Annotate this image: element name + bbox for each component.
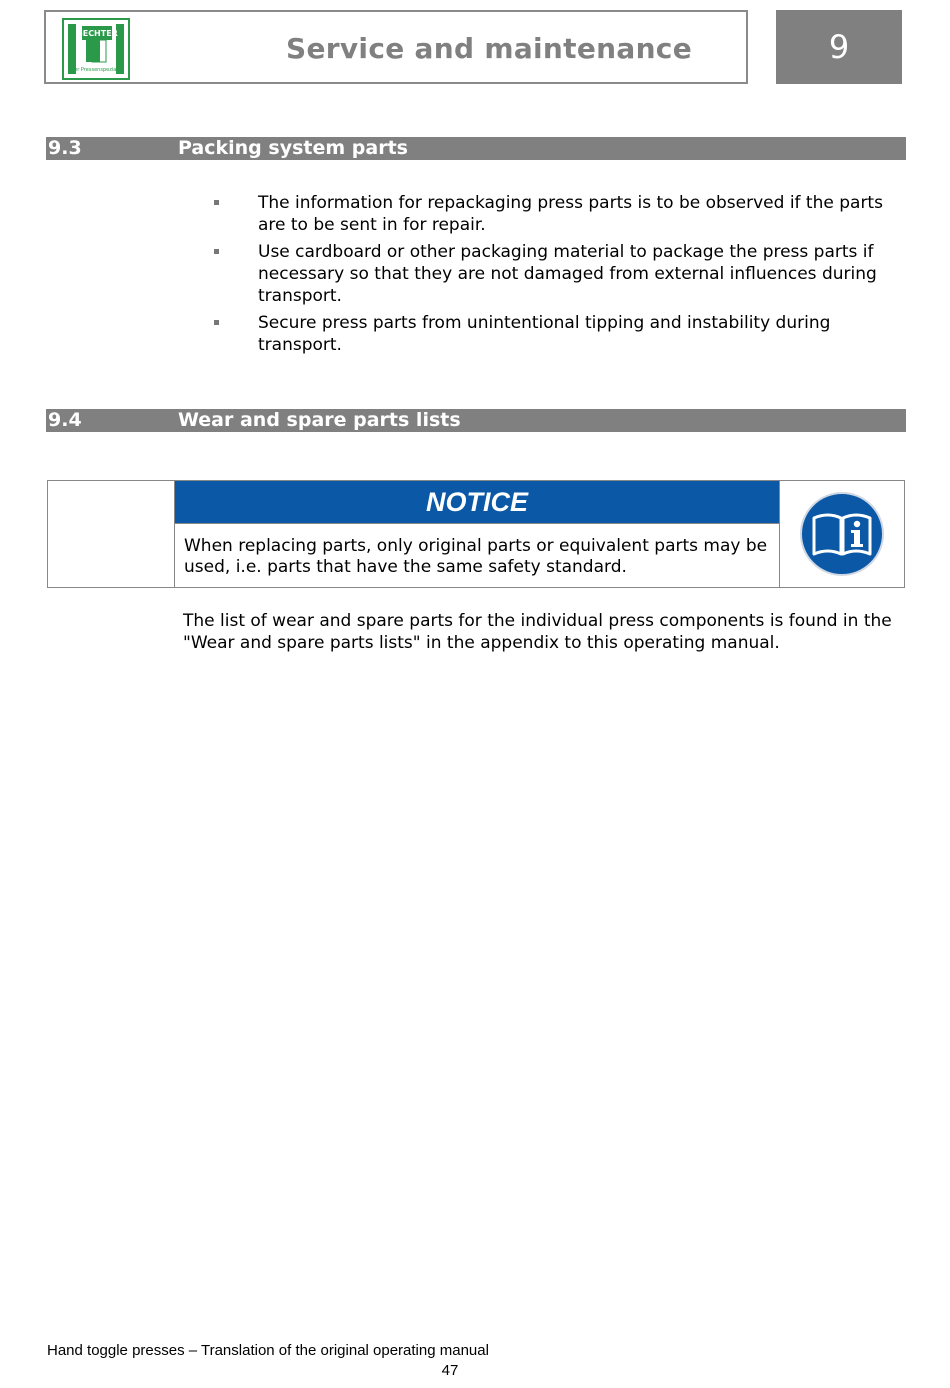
svg-text:GECHTER: GECHTER	[76, 29, 118, 38]
bullet-square-icon	[214, 320, 219, 325]
page-title: Service and maintenance	[286, 32, 692, 65]
section-heading-9-3	[46, 137, 906, 160]
gechter-logo	[62, 18, 132, 80]
body-paragraph: The list of wear and spare parts for the individual press components is found in the "Wear and spare parts lists" in the appendix to this operating manual.	[183, 611, 892, 653]
notice-box	[47, 480, 905, 588]
notice-heading: NOTICE	[175, 481, 779, 523]
section-heading-9-4	[46, 409, 906, 432]
list-item: Use cardboard or other packaging material to package the press parts if necessary so that they are not damaged from external influences during transport.	[212, 241, 902, 307]
notice-icon-cell	[779, 481, 904, 587]
chapter-number: 9	[776, 10, 902, 84]
section-number: 9.3	[48, 137, 82, 159]
list-item: The information for repackaging press parts is to be observed if the parts are to be sent in for repair.	[212, 192, 902, 236]
bullet-square-icon	[214, 249, 219, 254]
section-title: Packing system parts	[178, 137, 408, 159]
page-header	[44, 10, 748, 84]
bullet-square-icon	[214, 200, 219, 205]
notice-text: When replacing parts, only original parts or equivalent parts may be used, i.e. parts that have the same safety standard.	[175, 523, 779, 587]
notice-left-cell	[48, 481, 175, 587]
page-number: 47	[441, 1362, 459, 1379]
read-manual-icon	[800, 492, 884, 576]
list-item: Secure press parts from unintentional tipping and instability during transport.	[212, 312, 902, 356]
section-number: 9.4	[48, 409, 82, 431]
section-title: Wear and spare parts lists	[178, 409, 461, 431]
svg-text:Der Pressenspezialist: Der Pressenspezialist	[70, 67, 124, 73]
footer-text: Hand toggle presses – Translation of the original operating manual	[47, 1342, 489, 1359]
bullet-list	[212, 192, 902, 361]
